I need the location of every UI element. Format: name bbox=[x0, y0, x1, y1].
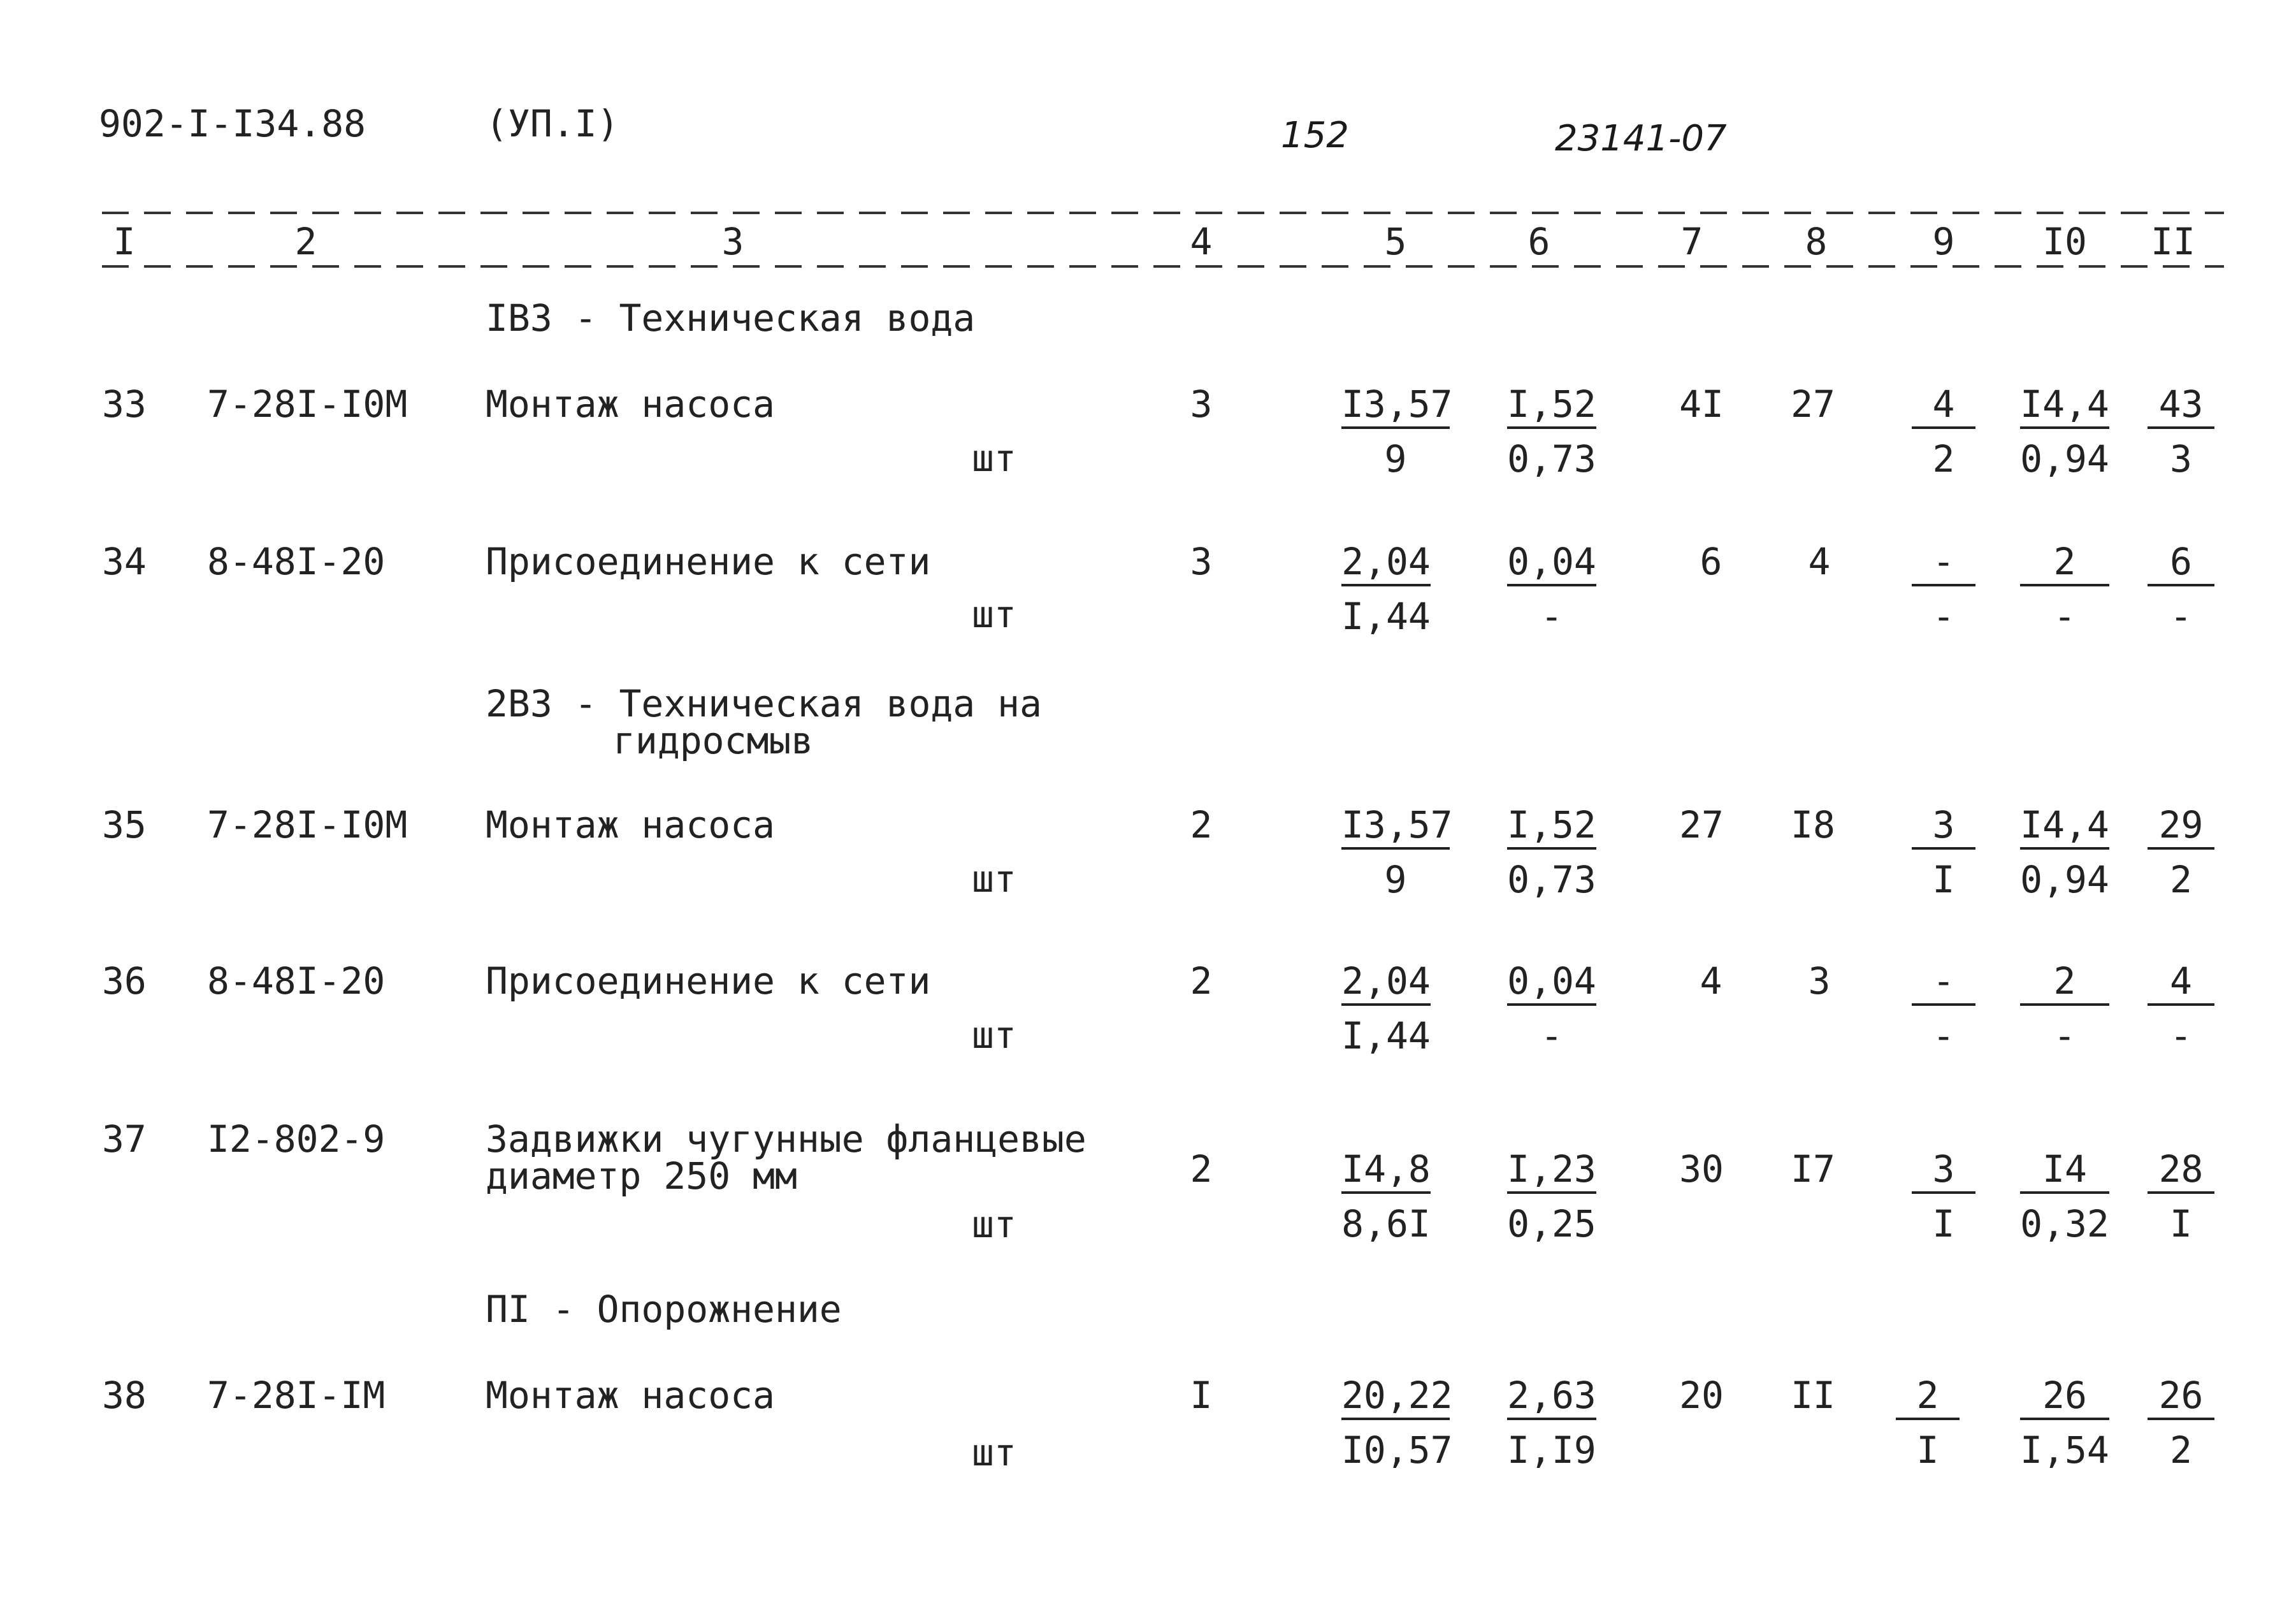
column-10-fraction bbox=[2020, 1374, 2109, 1472]
column-11-bottom: 2 bbox=[2170, 1428, 2192, 1472]
column-number-3: 3 bbox=[721, 220, 744, 263]
row-number: 35 bbox=[102, 803, 147, 846]
cost-total: 20,22 bbox=[1341, 1377, 1450, 1420]
column-7-value: 27 bbox=[1679, 803, 1724, 846]
machine-wages: 0,73 bbox=[1507, 858, 1596, 901]
column-10-bottom: - bbox=[2053, 1014, 2076, 1057]
column-9-bottom: - bbox=[1932, 595, 1955, 638]
section-heading-line1: 2ВЗ - Техническая вода на bbox=[486, 682, 1042, 725]
machine-wages: - bbox=[1540, 1014, 1563, 1057]
machine-fraction bbox=[1507, 959, 1596, 1057]
column-11-bottom: I bbox=[2170, 1202, 2192, 1245]
quantity: 2 bbox=[1190, 1147, 1213, 1191]
column-7-value: 30 bbox=[1679, 1147, 1724, 1191]
column-9-fraction bbox=[1912, 1147, 1975, 1245]
column-11-fraction bbox=[2148, 540, 2214, 638]
rate-code: 7-28I-IМ bbox=[207, 1374, 386, 1417]
column-9-bottom: - bbox=[1932, 1014, 1955, 1057]
column-number-10: I0 bbox=[2042, 220, 2087, 263]
column-9-bottom: I bbox=[1916, 1428, 1939, 1472]
machine-wages: 0,73 bbox=[1507, 437, 1596, 481]
row-number: 38 bbox=[102, 1374, 147, 1417]
cost-total: I3,57 bbox=[1341, 386, 1450, 429]
unit: шт bbox=[972, 857, 1016, 901]
column-11-fraction bbox=[2148, 1374, 2214, 1472]
machine-fraction bbox=[1507, 382, 1596, 481]
cost-total: 2,04 bbox=[1341, 543, 1431, 586]
column-10-top: I4,4 bbox=[2020, 806, 2109, 850]
row-number: 36 bbox=[102, 959, 147, 1003]
column-8-value: 4 bbox=[1808, 540, 1831, 583]
column-9-bottom: 2 bbox=[1932, 437, 1955, 481]
row-number: 37 bbox=[102, 1117, 147, 1161]
work-name-line2: диаметр 250 мм bbox=[486, 1154, 797, 1198]
column-10-top: I4 bbox=[2020, 1151, 2109, 1194]
machine-total: 0,04 bbox=[1507, 543, 1596, 586]
work-name-line1: Задвижки чугунные фланцевые bbox=[486, 1117, 1087, 1161]
work-name: Монтаж насоса bbox=[486, 803, 775, 846]
column-number-1: I bbox=[113, 220, 136, 263]
machine-total: 0,04 bbox=[1507, 962, 1596, 1006]
quantity: 2 bbox=[1190, 803, 1213, 846]
column-10-bottom: - bbox=[2053, 595, 2076, 638]
machine-total: I,23 bbox=[1507, 1151, 1596, 1194]
column-number-6: 6 bbox=[1527, 220, 1550, 263]
row-number: 34 bbox=[102, 540, 147, 583]
column-number-7: 7 bbox=[1680, 220, 1703, 263]
column-11-top: 6 bbox=[2148, 543, 2214, 586]
cost-total: I4,8 bbox=[1341, 1151, 1431, 1194]
column-number-11: II bbox=[2151, 220, 2195, 263]
column-10-bottom: 0,94 bbox=[2020, 858, 2109, 901]
column-9-fraction bbox=[1912, 959, 1975, 1057]
cost-fraction bbox=[1341, 959, 1431, 1057]
cost-wages: 8,6I bbox=[1341, 1202, 1431, 1245]
unit: шт bbox=[972, 1013, 1016, 1057]
machine-wages: 0,25 bbox=[1507, 1202, 1596, 1245]
machine-wages: - bbox=[1540, 595, 1563, 638]
section-heading bbox=[486, 682, 1042, 762]
cost-fraction bbox=[1341, 1374, 1453, 1472]
column-7-value: 4I bbox=[1679, 382, 1724, 426]
column-9-fraction bbox=[1912, 803, 1975, 901]
column-11-top: 43 bbox=[2148, 386, 2214, 429]
machine-total: I,52 bbox=[1507, 386, 1596, 429]
rate-code: 8-48I-20 bbox=[207, 959, 386, 1003]
section-heading-line2: гидросмыв bbox=[613, 719, 814, 762]
column-number-5: 5 bbox=[1384, 220, 1407, 263]
cost-wages: 9 bbox=[1384, 858, 1407, 901]
column-11-bottom: 2 bbox=[2170, 858, 2192, 901]
column-9-fraction bbox=[1896, 1374, 1960, 1472]
section-heading: IВЗ - Техническая вода bbox=[486, 296, 976, 340]
column-11-bottom: - bbox=[2170, 1014, 2192, 1057]
column-10-fraction bbox=[2020, 803, 2109, 901]
document-code: 902-I-I34.88 bbox=[99, 102, 366, 145]
album-number: (УП.I) bbox=[486, 102, 619, 145]
unit: шт bbox=[972, 1431, 1016, 1474]
page-number: 152 bbox=[1281, 115, 1349, 156]
column-number-8: 8 bbox=[1805, 220, 1828, 263]
column-9-top: - bbox=[1912, 543, 1975, 586]
cost-wages: I,44 bbox=[1341, 1014, 1431, 1057]
cost-fraction bbox=[1341, 382, 1453, 481]
sheet-code: 23141-07 bbox=[1555, 118, 1727, 159]
cost-wages: I0,57 bbox=[1341, 1428, 1453, 1472]
section-heading: ПI - Опорожнение bbox=[486, 1288, 842, 1331]
column-11-fraction bbox=[2148, 382, 2214, 481]
unit: шт bbox=[972, 593, 1016, 636]
machine-wages: I,I9 bbox=[1507, 1428, 1596, 1472]
column-7-value: 20 bbox=[1679, 1374, 1724, 1417]
cost-total: 2,04 bbox=[1341, 962, 1431, 1006]
work-name: Присоединение к сети bbox=[486, 959, 931, 1003]
column-9-top: 3 bbox=[1912, 806, 1975, 850]
column-10-fraction bbox=[2020, 540, 2109, 638]
column-11-top: 28 bbox=[2148, 1151, 2214, 1194]
column-10-fraction bbox=[2020, 959, 2109, 1057]
column-10-top: I4,4 bbox=[2020, 386, 2109, 429]
work-name bbox=[486, 1117, 1087, 1198]
machine-fraction bbox=[1507, 803, 1596, 901]
cost-fraction bbox=[1341, 540, 1431, 638]
work-name: Монтаж насоса bbox=[486, 1374, 775, 1417]
column-number-2: 2 bbox=[294, 220, 317, 263]
rate-code: 7-28I-I0М bbox=[207, 803, 408, 846]
column-8-value: 27 bbox=[1791, 382, 1835, 426]
column-7-value: 6 bbox=[1700, 540, 1722, 583]
cost-fraction bbox=[1341, 803, 1453, 901]
column-11-top: 4 bbox=[2148, 962, 2214, 1006]
machine-fraction bbox=[1507, 540, 1596, 638]
column-11-fraction bbox=[2148, 803, 2214, 901]
column-10-top: 2 bbox=[2020, 962, 2109, 1006]
work-name: Монтаж насоса bbox=[486, 382, 775, 426]
rate-code: I2-802-9 bbox=[207, 1117, 386, 1161]
machine-total: 2,63 bbox=[1507, 1377, 1596, 1420]
quantity: 2 bbox=[1190, 959, 1213, 1003]
column-10-top: 26 bbox=[2020, 1377, 2109, 1420]
column-10-bottom: I,54 bbox=[2020, 1428, 2109, 1472]
column-9-fraction bbox=[1912, 382, 1975, 481]
cost-wages: 9 bbox=[1384, 437, 1407, 481]
column-11-bottom: - bbox=[2170, 595, 2192, 638]
column-11-bottom: 3 bbox=[2170, 437, 2192, 481]
column-number-4: 4 bbox=[1190, 220, 1213, 263]
column-10-fraction bbox=[2020, 1147, 2109, 1245]
column-8-value: I7 bbox=[1791, 1147, 1835, 1191]
column-9-bottom: I bbox=[1932, 858, 1955, 901]
row-number: 33 bbox=[102, 382, 147, 426]
column-9-top: 3 bbox=[1912, 1151, 1975, 1194]
column-9-top: 4 bbox=[1912, 386, 1975, 429]
column-7-value: 4 bbox=[1700, 959, 1722, 1003]
quantity: 3 bbox=[1190, 382, 1213, 426]
rate-code: 7-28I-I0М bbox=[207, 382, 408, 426]
cost-fraction bbox=[1341, 1147, 1431, 1245]
column-8-value: II bbox=[1791, 1374, 1835, 1417]
machine-fraction bbox=[1507, 1374, 1596, 1472]
machine-total: I,52 bbox=[1507, 806, 1596, 850]
column-10-top: 2 bbox=[2020, 543, 2109, 586]
cost-wages: I,44 bbox=[1341, 595, 1431, 638]
cost-total: I3,57 bbox=[1341, 806, 1450, 850]
column-8-value: I8 bbox=[1791, 803, 1835, 846]
unit: шт bbox=[972, 437, 1016, 480]
column-9-top: 2 bbox=[1896, 1377, 1960, 1420]
work-name: Присоединение к сети bbox=[486, 540, 931, 583]
quantity: 3 bbox=[1190, 540, 1213, 583]
column-11-fraction bbox=[2148, 959, 2214, 1057]
column-8-value: 3 bbox=[1808, 959, 1831, 1003]
column-10-fraction bbox=[2020, 382, 2109, 481]
column-11-fraction bbox=[2148, 1147, 2214, 1245]
column-10-bottom: 0,32 bbox=[2020, 1202, 2109, 1245]
quantity: I bbox=[1190, 1374, 1213, 1417]
column-number-9: 9 bbox=[1932, 220, 1955, 263]
column-9-top: - bbox=[1912, 962, 1975, 1006]
header-bottom-rule bbox=[102, 265, 2224, 268]
column-9-bottom: I bbox=[1932, 1202, 1955, 1245]
column-11-top: 29 bbox=[2148, 806, 2214, 850]
rate-code: 8-48I-20 bbox=[207, 540, 386, 583]
unit: шт bbox=[972, 1203, 1016, 1246]
header-top-rule bbox=[102, 212, 2224, 214]
column-9-fraction bbox=[1912, 540, 1975, 638]
machine-fraction bbox=[1507, 1147, 1596, 1245]
column-11-top: 26 bbox=[2148, 1377, 2214, 1420]
column-10-bottom: 0,94 bbox=[2020, 437, 2109, 481]
